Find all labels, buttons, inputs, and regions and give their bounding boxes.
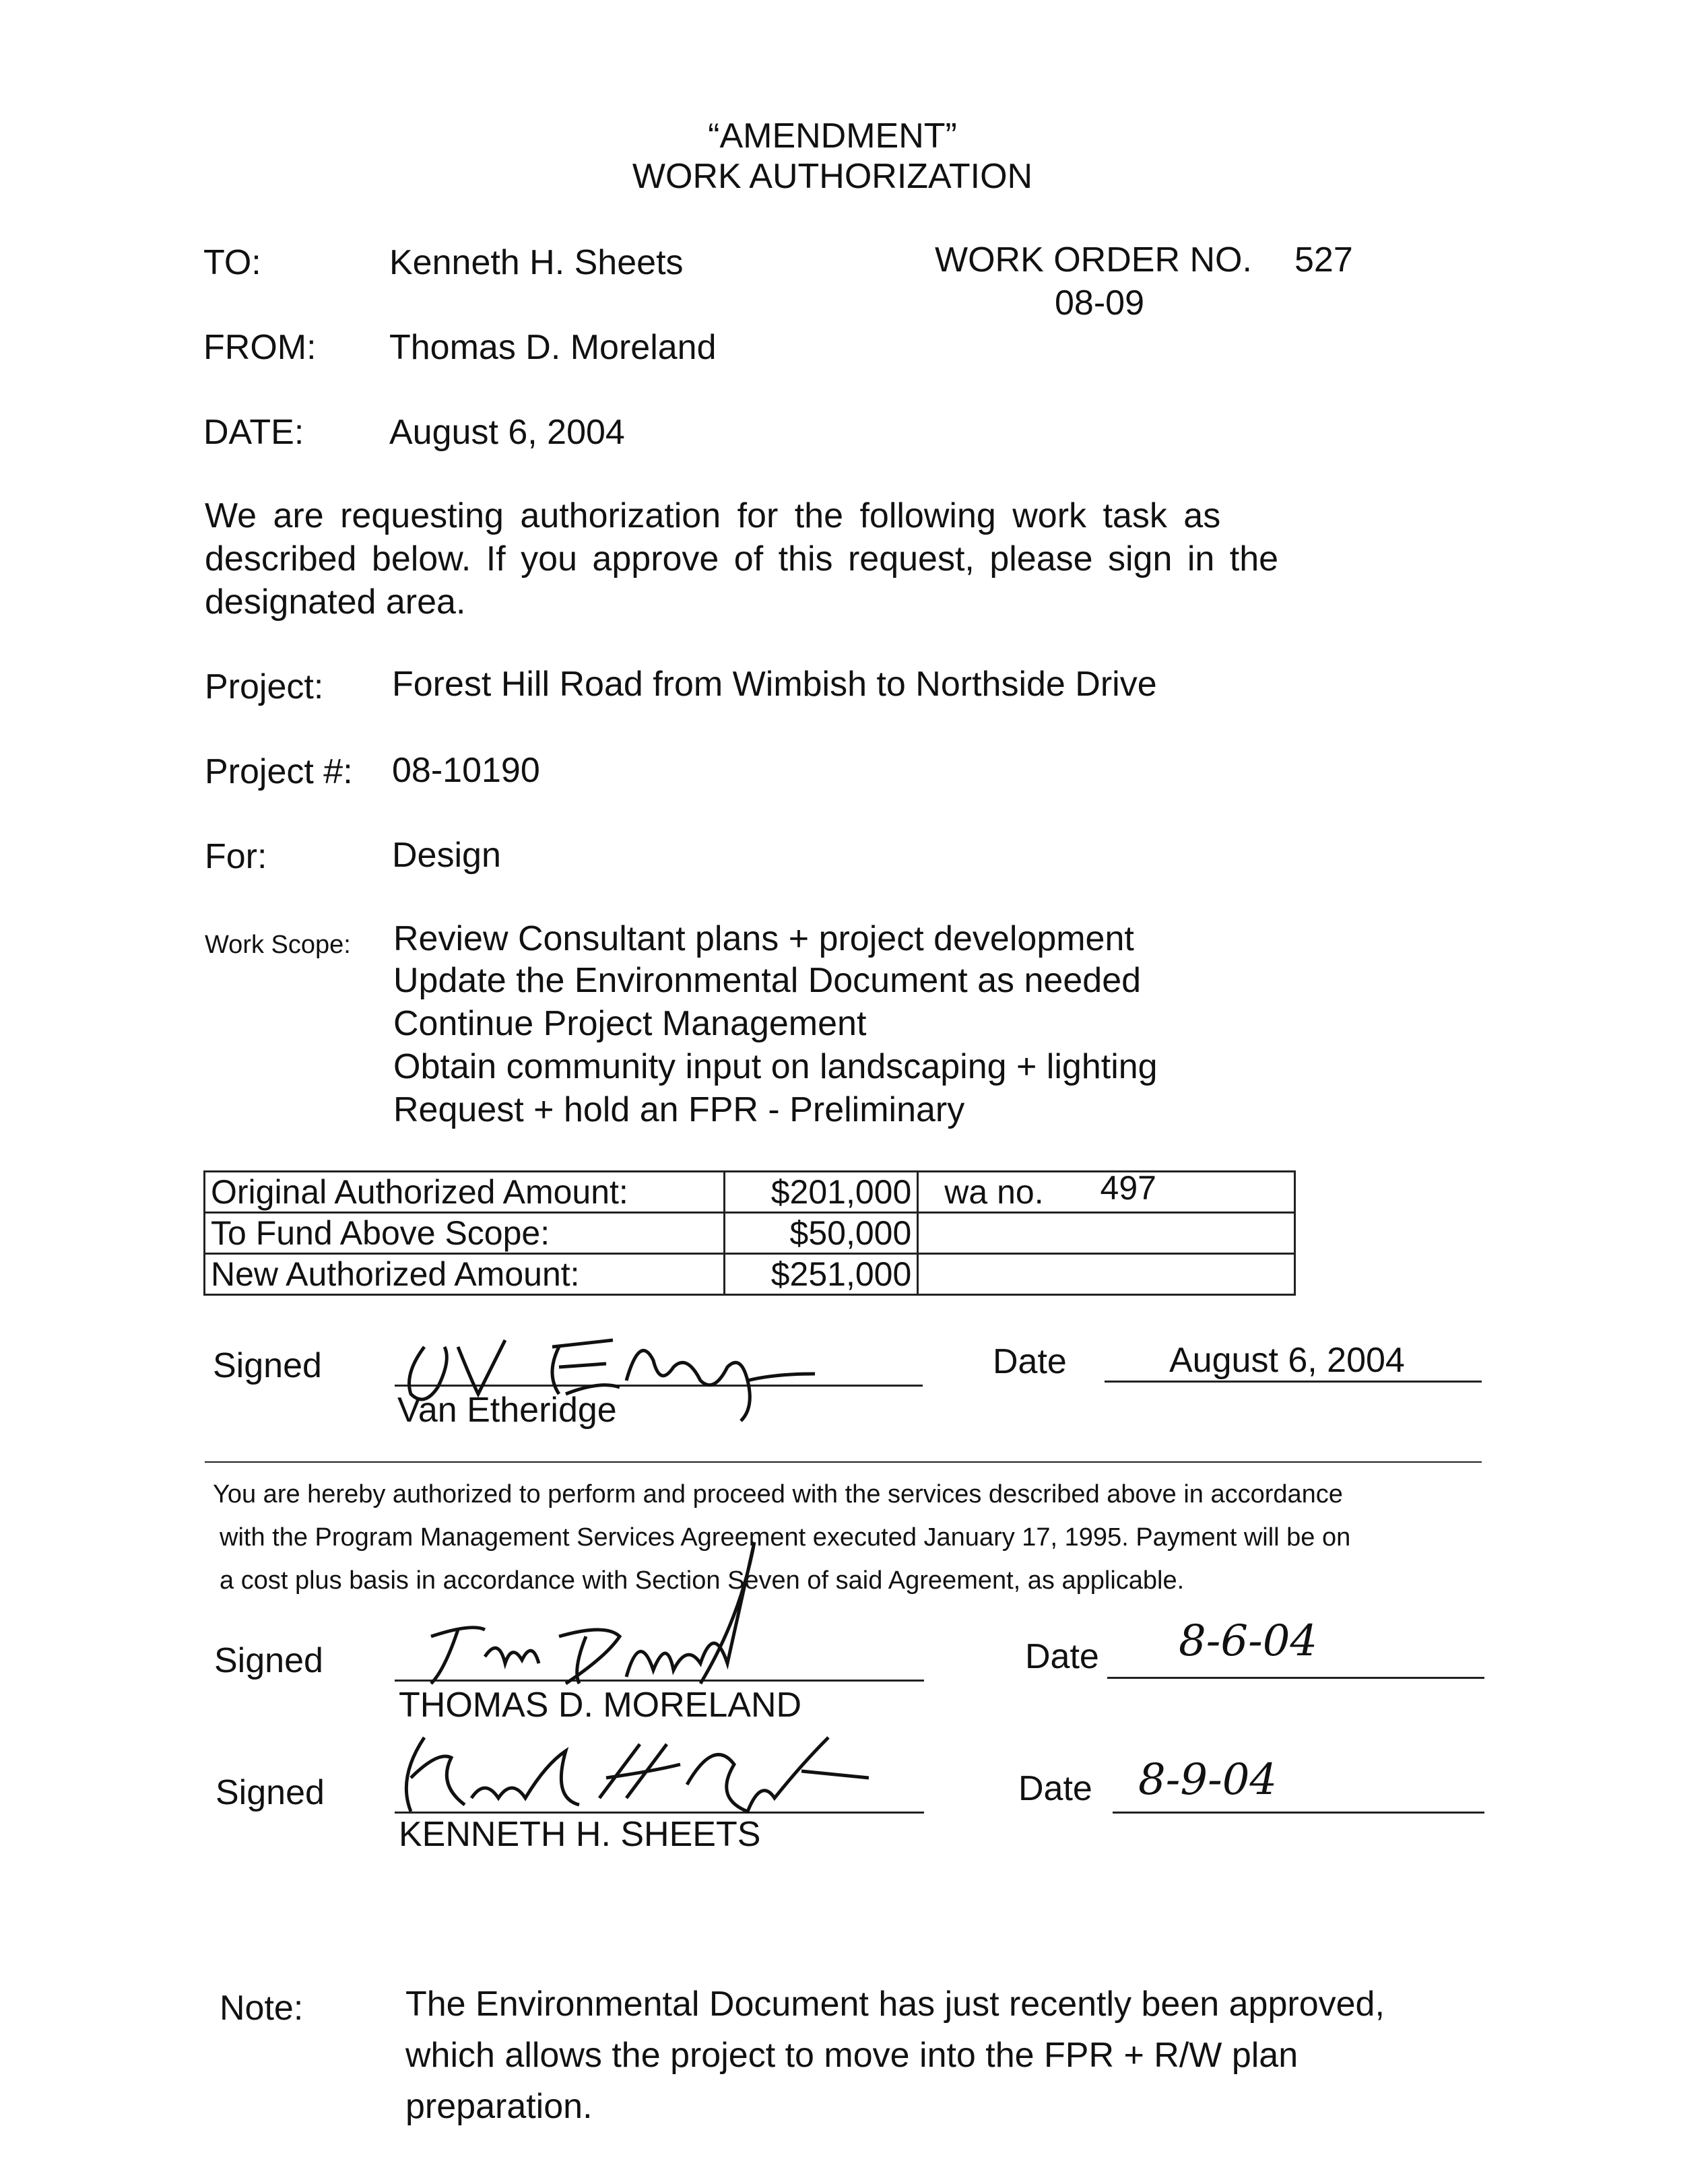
date-label: Date bbox=[1018, 1769, 1092, 1808]
signature-date: August 6, 2004 bbox=[1169, 1341, 1405, 1380]
signer-name: Van Etheridge bbox=[397, 1391, 617, 1430]
authorization-line-3: a cost plus basis in accordance with Section Seven of said Agreement, as applicable. bbox=[220, 1566, 1185, 1595]
note-line-1: The Environmental Document has just recently been approved, bbox=[405, 1985, 1385, 2024]
project-value: Forest Hill Road from Wimbish to Northside Drive bbox=[392, 665, 1157, 704]
signed-label: Signed bbox=[213, 1346, 322, 1385]
work-scope-label: Work Scope: bbox=[205, 931, 351, 959]
to-value: Kenneth H. Sheets bbox=[389, 243, 684, 282]
for-label: For: bbox=[205, 837, 267, 876]
intro-line-1: We are requesting authorization for the following work task as bbox=[205, 496, 1221, 535]
signer-name: THOMAS D. MORELAND bbox=[399, 1686, 802, 1725]
date-label: DATE: bbox=[203, 413, 304, 452]
from-value: Thomas D. Moreland bbox=[389, 328, 717, 367]
empty-cell bbox=[918, 1254, 1295, 1295]
table-row bbox=[205, 1254, 1295, 1295]
amount-label: New Authorized Amount: bbox=[205, 1254, 725, 1295]
signed-label: Signed bbox=[216, 1773, 325, 1812]
amounts-table bbox=[203, 1170, 1296, 1296]
scope-item: Request + hold an FPR - Preliminary bbox=[393, 1090, 965, 1129]
intro-line-3: designated area. bbox=[205, 583, 466, 622]
amount-label: Original Authorized Amount: bbox=[205, 1172, 725, 1213]
project-number-label: Project #: bbox=[205, 752, 353, 791]
scope-item: Continue Project Management bbox=[393, 1004, 867, 1043]
work-order-label: WORK ORDER NO. bbox=[935, 240, 1252, 279]
document-subtitle: WORK AUTHORIZATION bbox=[632, 157, 1033, 196]
table-row bbox=[205, 1172, 1295, 1213]
work-order-number: 527 bbox=[1294, 240, 1353, 279]
empty-cell bbox=[918, 1213, 1295, 1254]
scope-item: Update the Environmental Document as needed bbox=[393, 961, 1142, 1000]
date-value: August 6, 2004 bbox=[389, 413, 625, 452]
note-line-2: which allows the project to move into the FPR + R/W plan bbox=[405, 2036, 1299, 2075]
wa-cell bbox=[918, 1169, 1295, 1213]
project-number-value: 08-10190 bbox=[392, 751, 540, 790]
table-row bbox=[205, 1213, 1295, 1254]
signed-label: Signed bbox=[214, 1641, 323, 1680]
date-label: Date bbox=[1025, 1637, 1099, 1676]
authorization-line-1: You are hereby authorized to perform and proceed with the services described above in accordance bbox=[213, 1480, 1343, 1508]
authorization-line-2: with the Program Management Services Agreement executed January 17, 1995. Payment will be on bbox=[220, 1523, 1351, 1552]
to-label: TO: bbox=[203, 243, 261, 282]
intro-line-2: described below. If you approve of this request, please sign in the bbox=[205, 539, 1279, 578]
amount-value: $201,000 bbox=[724, 1172, 917, 1213]
date-label: Date bbox=[993, 1342, 1067, 1381]
note-line-3: preparation. bbox=[405, 2087, 593, 2126]
amount-value: $251,000 bbox=[724, 1254, 917, 1295]
date-line bbox=[1113, 1812, 1484, 1814]
amount-value: $50,000 bbox=[724, 1213, 917, 1254]
note-label: Note: bbox=[220, 1989, 304, 2028]
amount-label: To Fund Above Scope: bbox=[205, 1213, 725, 1254]
signature-thomas-moreland bbox=[404, 1522, 781, 1700]
scope-item: Obtain community input on landscaping + lighting bbox=[393, 1047, 1158, 1086]
project-label: Project: bbox=[205, 667, 324, 706]
signer-name: KENNETH H. SHEETS bbox=[399, 1815, 761, 1854]
for-value: Design bbox=[392, 836, 501, 875]
document-title: “AMENDMENT” bbox=[708, 117, 957, 156]
signature-date: 8-9-04 bbox=[1138, 1755, 1278, 1805]
date-line bbox=[1105, 1381, 1482, 1383]
divider bbox=[205, 1461, 1482, 1463]
wa-number: 497 bbox=[1100, 1169, 1156, 1207]
date-line bbox=[1107, 1677, 1484, 1679]
scope-item: Review Consultant plans + project development bbox=[393, 919, 1134, 958]
signature-date: 8-6-04 bbox=[1179, 1616, 1318, 1666]
wa-label: wa no. bbox=[944, 1173, 1044, 1211]
work-order-sub: 08-09 bbox=[1055, 284, 1144, 323]
from-label: FROM: bbox=[203, 328, 317, 367]
